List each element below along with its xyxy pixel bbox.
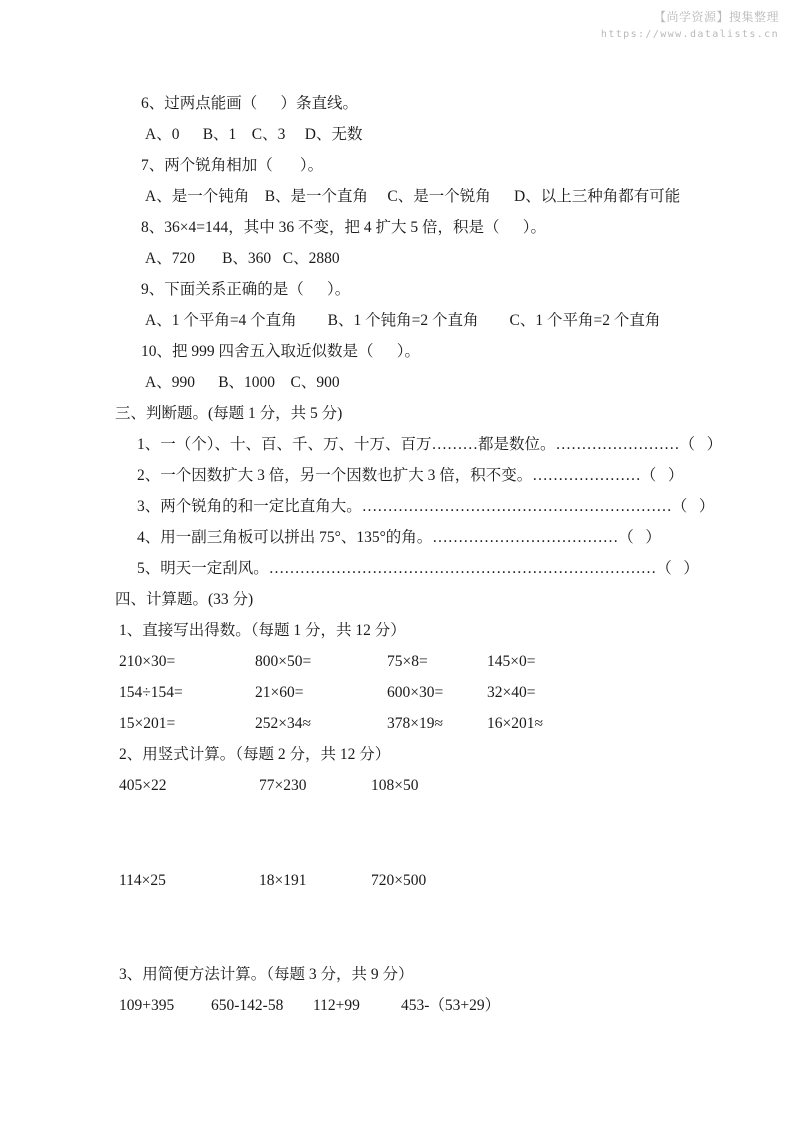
calc-item: 21×60= bbox=[255, 684, 304, 701]
calc-item: 108×50 bbox=[371, 777, 419, 794]
calc-item: 210×30= bbox=[119, 653, 176, 670]
direct-calc-title: 1、直接写出得数。（每题 1 分，共 12 分） bbox=[119, 622, 406, 639]
direct-calc-row-3 bbox=[115, 708, 743, 739]
judgement-item-2: 2、一个因数扩大 3 倍，另一个因数也扩大 3 倍，积不变。…………………（ ） bbox=[137, 467, 684, 484]
calc-item: 800×50= bbox=[255, 653, 312, 670]
judgement-item-4: 4、用一副三角板可以拼出 75°、135°的角。………………………………（ ） bbox=[137, 529, 661, 546]
calc-item: 600×30= bbox=[387, 684, 444, 701]
vertical-calc-row-1 bbox=[115, 770, 743, 801]
calc-item: 18×191 bbox=[259, 872, 307, 889]
question-8-stem: 8、36×4=144，其中 36 不变，把 4 扩大 5 倍，积是（ ）。 bbox=[141, 219, 546, 236]
question-8-options: A、720 B、360 C、2880 bbox=[145, 250, 340, 267]
question-6-stem: 6、过两点能画（ ）条直线。 bbox=[141, 95, 359, 112]
calc-item: 154÷154= bbox=[119, 684, 183, 701]
simplified-calc-row bbox=[115, 990, 743, 1021]
calc-item: 32×40= bbox=[487, 684, 536, 701]
calc-item: 378×19≈ bbox=[387, 715, 443, 732]
calc-item: 405×22 bbox=[119, 777, 167, 794]
calc-item: 145×0= bbox=[487, 653, 536, 670]
question-9-options: A、1 个平角=4 个直角 B、1 个钝角=2 个直角 C、1 个平角=2 个直角 bbox=[145, 312, 661, 329]
calc-item: 109+395 bbox=[119, 997, 175, 1014]
question-7-stem: 7、两个锐角相加（ ）。 bbox=[141, 157, 324, 174]
judgement-item-3: 3、两个锐角的和一定比直角大。……………………………………………………（ ） bbox=[137, 498, 715, 515]
calc-item: 112+99 bbox=[313, 997, 360, 1014]
calc-item: 15×201= bbox=[119, 715, 176, 732]
watermark-url: https://www.datalists.cn bbox=[600, 29, 779, 40]
question-10-stem: 10、把 999 四舍五入取近似数是（ ）。 bbox=[141, 343, 421, 360]
judgement-item-5: 5、明天一定刮风。…………………………………………………………………（ ） bbox=[137, 560, 699, 577]
calc-item: 75×8= bbox=[387, 653, 428, 670]
calc-item: 252×34≈ bbox=[255, 715, 311, 732]
calc-item: 16×201≈ bbox=[487, 715, 543, 732]
question-10-options: A、990 B、1000 C、900 bbox=[145, 374, 340, 391]
calculation-section-title: 四、计算题。(33 分) bbox=[115, 591, 254, 608]
question-6-options: A、0 B、1 C、3 D、无数 bbox=[145, 126, 363, 143]
calc-item: 650-142-58 bbox=[211, 997, 284, 1014]
question-7-options: A、是一个钝角 B、是一个直角 C、是一个锐角 D、以上三种角都有可能 bbox=[145, 188, 681, 205]
vertical-calc-title: 2、用竖式计算。（每题 2 分，共 12 分） bbox=[119, 746, 391, 763]
calc-item: 720×500 bbox=[371, 872, 427, 889]
direct-calc-row-1 bbox=[115, 646, 743, 677]
question-9-stem: 9、下面关系正确的是（ ）。 bbox=[141, 281, 351, 298]
calc-item: 77×230 bbox=[259, 777, 307, 794]
vertical-calc-row-2 bbox=[115, 865, 743, 896]
watermark-source-label: 【尚学资源】搜集整理 bbox=[653, 10, 779, 24]
simplified-calc-title: 3、用简便方法计算。（每题 3 分，共 9 分） bbox=[119, 966, 414, 983]
watermark bbox=[601, 8, 779, 40]
direct-calc-row-2 bbox=[115, 677, 743, 708]
calc-item: 453-（53+29） bbox=[401, 997, 501, 1014]
calc-item: 114×25 bbox=[119, 872, 166, 889]
judgement-section-title: 三、判断题。(每题 1 分，共 5 分) bbox=[115, 405, 343, 422]
judgement-item-1: 1、一（个）、十、百、千、万、十万、百万………都是数位。……………………（ ） bbox=[137, 436, 723, 453]
